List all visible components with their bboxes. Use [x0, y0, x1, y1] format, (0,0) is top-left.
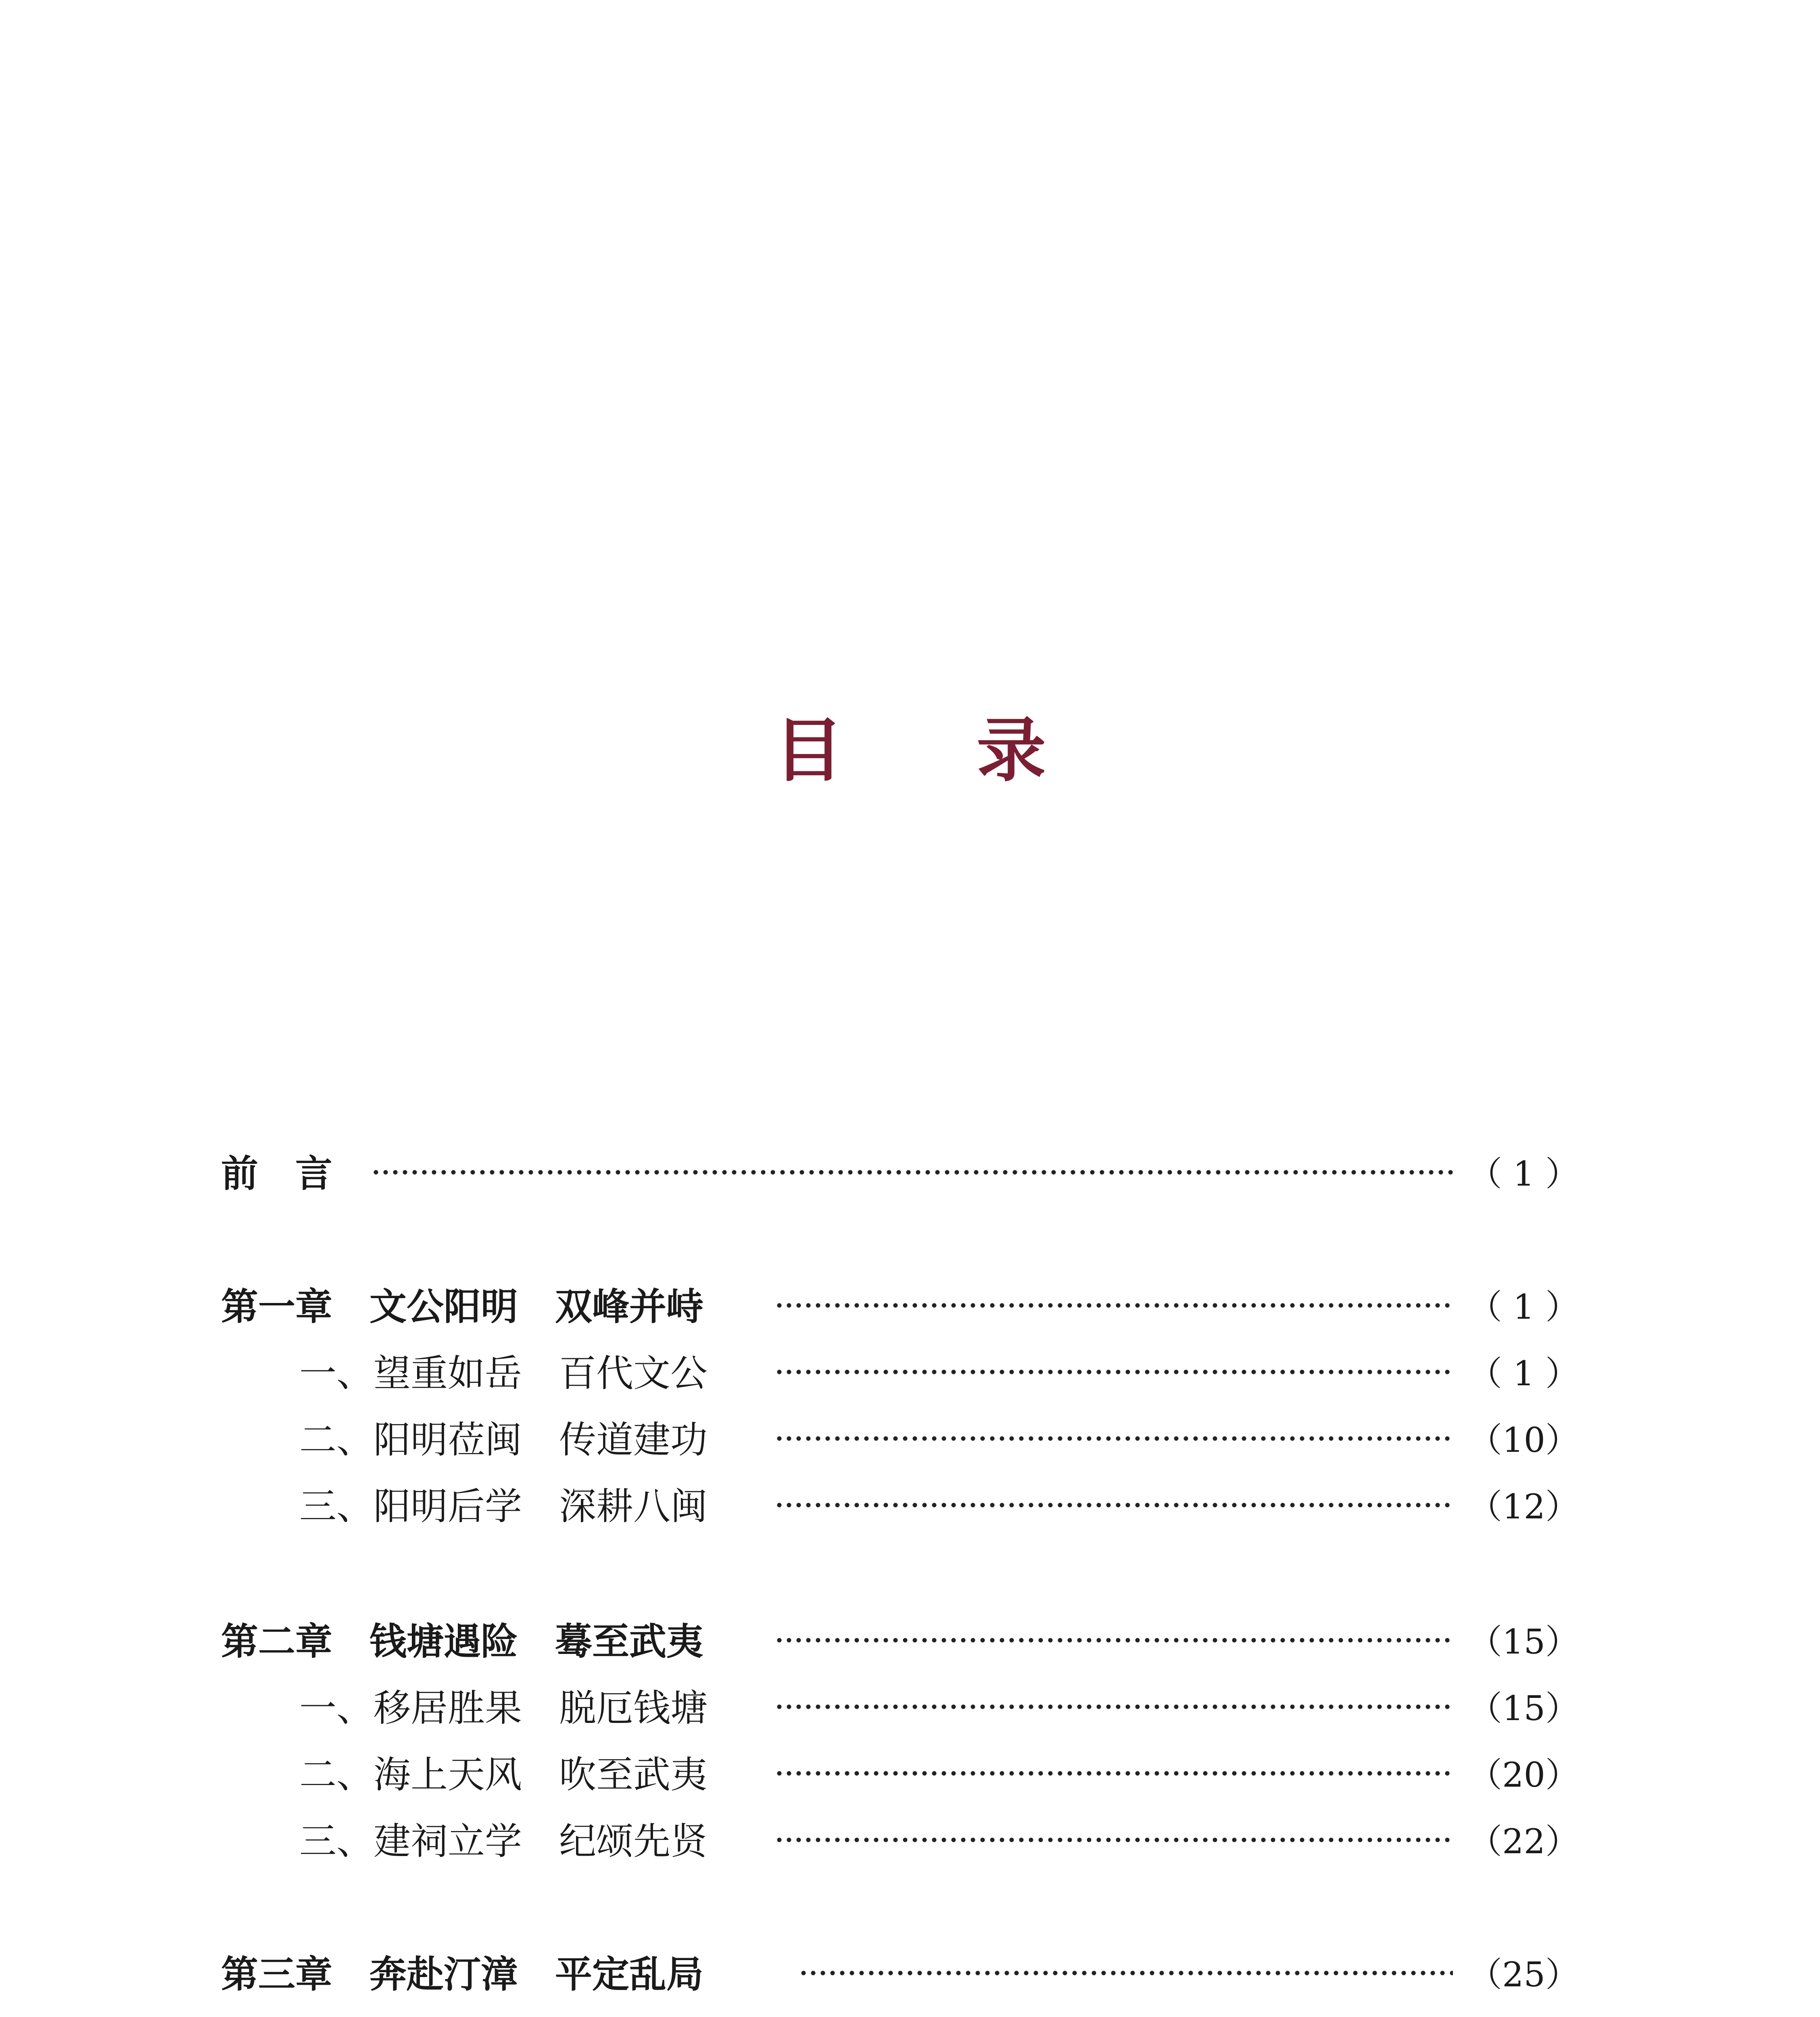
leader-dots — [774, 1704, 1453, 1710]
toc-entry-chapter[interactable] — [0, 1283, 1820, 1331]
toc-entry-section[interactable] — [0, 1684, 1820, 1733]
title-char-1: 目 — [774, 709, 843, 791]
toc-page-number: （12） — [1468, 1487, 1579, 1526]
toc-entry-section[interactable] — [0, 1817, 1820, 1866]
leader-dots — [774, 1837, 1453, 1843]
leader-dots — [774, 1369, 1453, 1375]
toc-entry-section[interactable] — [0, 1416, 1820, 1464]
title-char-2: 录 — [977, 709, 1046, 791]
toc-label: 一、望重如岳 百代文公 — [299, 1352, 708, 1395]
toc-label: 三、建祠立学 纪颂先贤 — [299, 1820, 708, 1863]
toc-page-number: （25） — [1468, 1955, 1579, 1994]
toc-page-number: （22） — [1468, 1822, 1579, 1861]
toc-entry-chapter[interactable] — [0, 1950, 1820, 1999]
toc-page-number: （20） — [1468, 1755, 1579, 1795]
toc-entry-section[interactable] — [0, 1482, 1820, 1531]
toc-label: 二、海上天风 吹至武夷 — [299, 1753, 708, 1796]
toc-label: 一、移居胜果 脱厄钱塘 — [299, 1687, 708, 1730]
leader-dots — [774, 1302, 1453, 1309]
leader-dots — [774, 1435, 1453, 1442]
leader-dots — [371, 1169, 1453, 1176]
toc-page-number: （ 1 ） — [1468, 1287, 1579, 1327]
toc-label: 三、阳明后学 深耕八闽 — [299, 1485, 708, 1528]
toc-page-number: （15） — [1468, 1622, 1579, 1662]
toc-page-number: （10） — [1468, 1420, 1579, 1460]
toc-label: 前 言 — [221, 1152, 333, 1195]
toc-label: 第一章 文公阳明 双峰并峙 — [221, 1285, 704, 1328]
leader-dots — [774, 1770, 1453, 1777]
toc-label: 第二章 钱塘遇险 蓦至武夷 — [221, 1620, 704, 1663]
toc-page-number: （ 1 ） — [1468, 1354, 1579, 1393]
toc-page-number: （ 1 ） — [1468, 1154, 1579, 1194]
toc-entry-section[interactable] — [0, 1349, 1820, 1398]
toc-entry-section[interactable] — [0, 1751, 1820, 1799]
toc-page-number: （15） — [1468, 1689, 1579, 1728]
leader-dots — [774, 1637, 1453, 1643]
leader-dots — [774, 1502, 1453, 1508]
toc-entry-chapter[interactable] — [0, 1618, 1820, 1666]
toc-label: 第三章 奔赴汀漳 平定乱局 — [221, 1953, 704, 1996]
leader-dots — [799, 1970, 1453, 1976]
toc-label: 二、阳明莅闽 传道建功 — [299, 1418, 708, 1462]
toc-entry-preface[interactable] — [0, 1150, 1820, 1198]
